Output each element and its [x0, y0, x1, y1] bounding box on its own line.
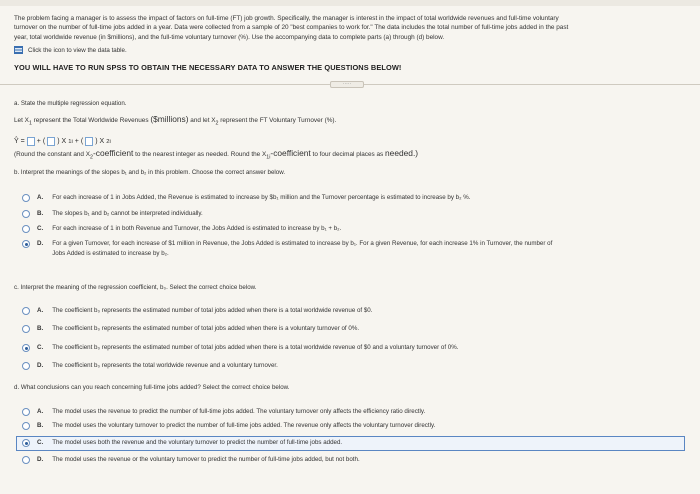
- x2-coefficient-input[interactable]: [85, 137, 93, 146]
- rounding-note: (Round the constant and $X_2$-coefficient to the nearest integer as needed. Round the $X_{1i}$-coefficient to four decimal places as needed.): [14, 148, 419, 161]
- part-a-variable-definitions: Let $X_1$ represent the Total Worldwide Revenues ($millions) and let $X_2$ represent the FT Voluntary Turnover (%).: [14, 114, 337, 127]
- x1-coefficient-input[interactable]: [47, 137, 55, 146]
- part-d-option-a[interactable]: A. The model uses the revenue to predict the number of full-time jobs added. The voluntary turnover only affects the efficiency ratio directly.: [22, 407, 425, 417]
- y-hat-symbol: Ŷ: [14, 138, 19, 145]
- part-c-option-c[interactable]: C. The coefficient b₀ represents the estimated number of total jobs added when there is a total worldwide revenue of $0 and a voluntary turnover of 0%.: [22, 343, 458, 353]
- part-a-question: a. State the multiple regression equation.: [14, 100, 127, 107]
- part-c-option-b[interactable]: B. The coefficient b₀ represents the estimated number of total jobs added when there is a voluntary turnover of 0%.: [22, 324, 359, 334]
- radio-button[interactable]: [22, 362, 30, 370]
- part-d-option-c[interactable]: C. The model uses both the revenue and the voluntary turnover to predict the number of full-time jobs added.: [22, 438, 342, 448]
- radio-button-selected[interactable]: [22, 240, 30, 248]
- part-c-option-a[interactable]: A. The coefficient b₀ represents the estimated number of total jobs added when there is a total worldwide revenue of $0.: [22, 306, 372, 316]
- radio-button[interactable]: [22, 422, 30, 430]
- part-c-question: c. Interpret the meaning of the regression coefficient, b₀. Select the correct choice below.: [14, 284, 257, 291]
- spss-notice: YOU WILL HAVE TO RUN SPSS TO OBTAIN THE NECESSARY DATA TO ANSWER THE QUESTIONS BELOW!: [14, 63, 402, 72]
- part-b-option-d[interactable]: D. For a given Turnover, for each increase of $1 million in Revenue, the Jobs Added is estimated to increase by b₁. For a given Revenue, for each increase 1% in Turnover, the number of Jobs Added is estimated to increase by b₂.: [22, 239, 687, 258]
- radio-button[interactable]: [22, 307, 30, 315]
- radio-button-selected[interactable]: [22, 344, 30, 352]
- intro-line: year, total worldwide revenue (in $millions), and the full-time voluntary turnover (%). Use the accompanying data to complete parts (a) through (d) below.: [14, 33, 445, 41]
- data-table-link-label[interactable]: Click the icon to view the data table.: [28, 46, 127, 54]
- part-b-option-a[interactable]: A. For each increase of 1 in Jobs Added, the Revenue is estimated to increase by $b₁ million and the Turnover percentage is estimated to increase by b₂ %.: [22, 193, 470, 203]
- part-b-question: b. Interpret the meanings of the slopes b₁ and b₂ in this problem. Choose the correct answer below.: [14, 169, 286, 176]
- constant-input[interactable]: [27, 137, 35, 146]
- radio-button-selected[interactable]: [22, 439, 30, 447]
- regression-equation: Ŷ = + ( ) X 1i + ( ) X 2i: [14, 138, 111, 145]
- part-b-option-c[interactable]: C. For each increase of 1 in both Revenue and Turnover, the Jobs Added is estimated to increase by b₁ + b₂.: [22, 224, 341, 234]
- radio-button[interactable]: [22, 456, 30, 464]
- radio-button[interactable]: [22, 194, 30, 202]
- problem-statement: [14, 14, 686, 42]
- data-table-icon[interactable]: [14, 46, 23, 54]
- expand-handle[interactable]: ·····: [330, 81, 364, 88]
- top-bar: [0, 0, 700, 6]
- intro-line: turnover on the number of full-time jobs added in a year. Data were collected from a sample of 20 "best companies to work for." The data includes the total number of full-time jobs added in the past: [14, 24, 569, 32]
- radio-button[interactable]: [22, 225, 30, 233]
- radio-button[interactable]: [22, 408, 30, 416]
- part-d-option-b[interactable]: B. The model uses the voluntary turnover to predict the number of full-time jobs added. The revenue only affects the voluntary turnover directly.: [22, 421, 435, 431]
- part-b-option-b[interactable]: B. The slopes b₁ and b₂ cannot be interpreted individually.: [22, 209, 203, 219]
- data-table-link[interactable]: [14, 45, 127, 55]
- intro-line: The problem facing a manager is to assess the impact of factors on full-time (FT) job growth. Specifically, the manager is interest in the impact of total worldwide revenues and full-time voluntary: [14, 15, 559, 22]
- part-d-option-d[interactable]: D. The model uses the revenue or the voluntary turnover to predict the number of full-time jobs added, but not both.: [22, 455, 360, 465]
- radio-button[interactable]: [22, 325, 30, 333]
- part-c-option-d[interactable]: D. The coefficient b₀ represents the total worldwide revenue and a voluntary turnover.: [22, 361, 278, 371]
- part-d-question: d. What conclusions can you reach concerning full-time jobs added? Select the correct choice below.: [14, 384, 290, 391]
- radio-button[interactable]: [22, 210, 30, 218]
